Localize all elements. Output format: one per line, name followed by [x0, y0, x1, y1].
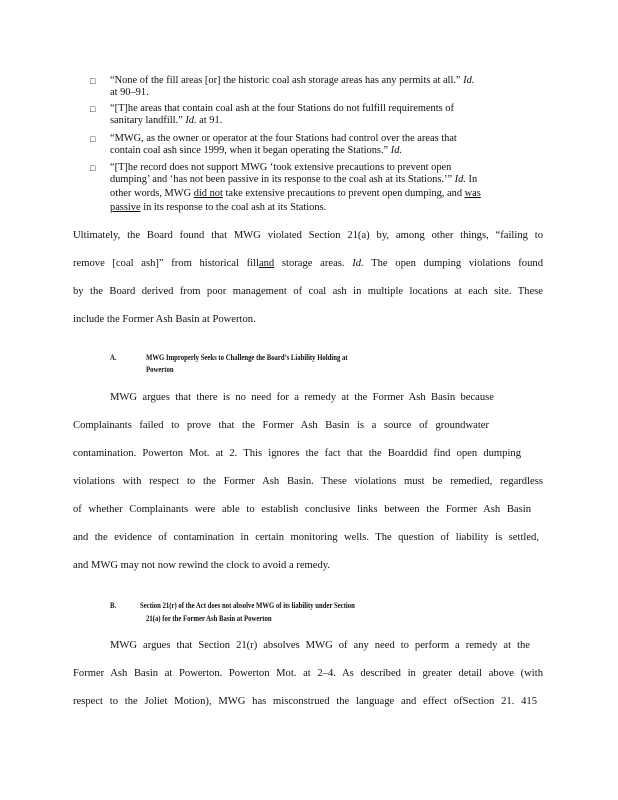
heading-line-2: Powerton	[146, 365, 174, 374]
paragraph-line: of whether Complainants were able to establish conclusive links between the Former Ash Basin	[73, 504, 531, 515]
bullet-4-line-2: dumping’ and ‘has not been passive in its response to the coal ash at its Stations.’” Id. In	[110, 174, 478, 185]
bullet-icon: □	[90, 104, 96, 114]
bullet-icon: □	[90, 134, 96, 144]
bullet-icon: □	[90, 163, 96, 173]
paragraph-line: remove [coal ash]” from historical filland storage areas. Id. The open dumping violations found	[73, 258, 543, 269]
paragraph-line: MWG argues that there is no need for a remedy at the Former Ash Basin because	[110, 392, 494, 403]
bullet-4-line-4: passive in its response to the coal ash at its Stations.	[110, 202, 327, 213]
heading-letter: B.	[110, 601, 117, 610]
bullet-4-line-1: “[T]he record does not support MWG ‘took extensive precautions to prevent open	[110, 162, 452, 173]
paragraph-line: and the evidence of contamination in certain monitoring wells. The question of liability is settled,	[73, 532, 539, 543]
paragraph-line: Former Ash Basin at Powerton. Powerton Mot. at 2–4. As described in greater detail above (with	[73, 668, 543, 679]
paragraph-line: violations with respect to the Former Ash Basin. These violations must be remedied, regardless	[73, 476, 543, 487]
heading-line-1: Section 21(r) of the Act does not absolve MWG of its liability under Section	[140, 601, 355, 610]
paragraph-line: Complainants failed to prove that the Former Ash Basin is a source of groundwater	[73, 420, 489, 431]
bullet-4-line-3: other words, MWG did not take extensive precautions to prevent open dumping, and was	[110, 188, 481, 199]
paragraph-line: include the Former Ash Basin at Powerton.	[73, 314, 256, 325]
paragraph-line: respect to the Joliet Motion), MWG has misconstrued the language and effect ofSection 21. 415	[73, 696, 537, 707]
bullet-1-line-1: “None of the fill areas [or] the historic coal ash storage areas has any permits at all.” Id.	[110, 75, 475, 86]
paragraph-line: and MWG may not now rewind the clock to avoid a remedy.	[73, 560, 331, 571]
bullet-1-line-2: at 90–91.	[110, 87, 149, 98]
paragraph-line: Ultimately, the Board found that MWG violated Section 21(a) by, among other things, “failing to	[73, 230, 543, 241]
bullet-2-line-1: “[T]he areas that contain coal ash at the four Stations do not fulfill requirements of	[110, 103, 454, 114]
bullet-2-line-2: sanitary landfill.” Id. at 91.	[110, 115, 223, 126]
bullet-icon: □	[90, 76, 96, 86]
heading-line-2: 21(a) for the Former Ash Basin at Powerton	[146, 614, 272, 623]
paragraph-line: contamination. Powerton Mot. at 2. This ignores the fact that the Boarddid find open dumping	[73, 448, 521, 459]
paragraph-line: MWG argues that Section 21(r) absolves MWG of any need to perform a remedy at the	[110, 640, 530, 651]
bullet-3-line-2: contain coal ash since 1999, when it began operating the Stations.” Id.	[110, 145, 403, 156]
heading-line-1: MWG Improperly Seeks to Challenge the Board’s Liability Holding at	[146, 353, 348, 362]
paragraph-line: by the Board derived from poor management of coal ash in multiple locations at each site. These	[73, 286, 543, 297]
heading-letter: A.	[110, 353, 117, 362]
bullet-3-line-1: “MWG, as the owner or operator at the four Stations had control over the areas that	[110, 133, 457, 144]
